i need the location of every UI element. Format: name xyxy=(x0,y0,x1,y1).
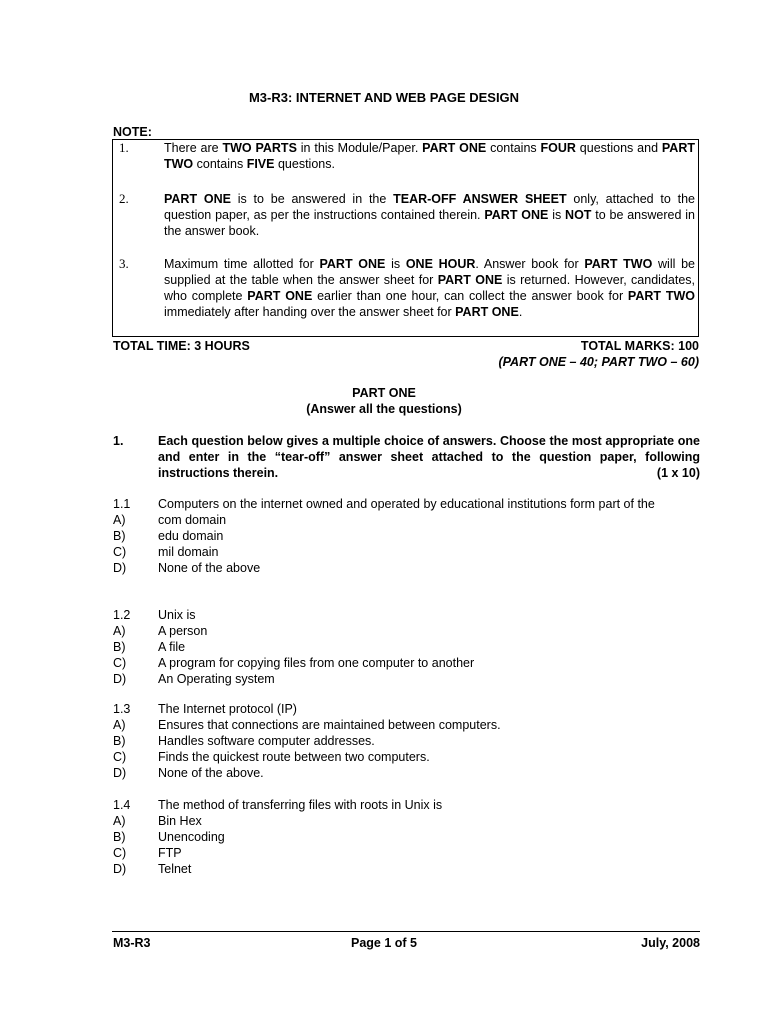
option-label: A) xyxy=(113,513,126,527)
note-text xyxy=(164,191,695,239)
body-text: to be answered in the answer book. xyxy=(164,208,695,238)
question-1-1 xyxy=(113,496,703,576)
body-text: is xyxy=(385,257,406,271)
question-text: Unix is xyxy=(158,608,196,622)
body-text: earlier than one hour, can collect the answer book for xyxy=(312,289,628,303)
question-stem xyxy=(113,797,703,813)
option-a xyxy=(113,623,703,639)
option-a xyxy=(113,512,703,528)
option-text: edu domain xyxy=(158,529,224,543)
question-text: Computers on the internet owned and operated by educational institutions form part of the xyxy=(158,497,655,511)
emphasis-text: PART ONE xyxy=(319,257,386,271)
emphasis-text: PART ONE xyxy=(484,208,549,222)
option-label: B) xyxy=(113,830,126,844)
emphasis-text: TEAR-OFF ANSWER SHEET xyxy=(393,192,567,206)
emphasis-text: NOT xyxy=(565,208,592,222)
body-text: is xyxy=(548,208,566,222)
option-label: C) xyxy=(113,846,127,860)
total-marks: TOTAL MARKS: 100 xyxy=(580,339,699,353)
emphasis-text: TWO PARTS xyxy=(222,141,297,155)
body-text: is to be answered in the xyxy=(230,192,394,206)
body-text: Maximum time allotted for xyxy=(164,257,320,271)
question-text: The method of transferring files with roots in Unix is xyxy=(158,798,443,812)
question-stem xyxy=(113,496,703,512)
option-text: An Operating system xyxy=(158,672,275,686)
option-c xyxy=(113,749,703,765)
option-c xyxy=(113,655,703,671)
option-b xyxy=(113,733,703,749)
footer-module-code: M3-R3 xyxy=(113,936,151,950)
option-label: A) xyxy=(113,718,126,732)
body-text: only, attached to the question paper, as per the instructions contained therein. xyxy=(164,192,695,222)
option-text: Finds the quickest route between two computers. xyxy=(158,750,430,764)
note-text xyxy=(164,256,695,320)
body-text: will be supplied at the table when the answer sheet for xyxy=(164,257,695,287)
option-text: Unencoding xyxy=(158,830,225,844)
question-1-2 xyxy=(113,607,703,687)
question-number: 1.1 xyxy=(113,497,131,511)
option-a xyxy=(113,813,703,829)
footer-page-number: Page 1 of 5 xyxy=(351,936,417,950)
option-label: C) xyxy=(113,656,127,670)
option-b xyxy=(113,528,703,544)
option-text: Bin Hex xyxy=(158,814,202,828)
option-label: B) xyxy=(113,529,126,543)
question-number: 1.4 xyxy=(113,798,131,812)
option-text: Handles software computer addresses. xyxy=(158,734,375,748)
option-c xyxy=(113,845,703,861)
body-text: contains xyxy=(193,157,247,171)
emphasis-text: PART ONE xyxy=(247,289,313,303)
option-d xyxy=(113,671,703,687)
emphasis-text: PART ONE xyxy=(437,273,503,287)
body-text: immediately after handing over the answer sheet for xyxy=(164,305,456,319)
total-time: TOTAL TIME: 3 HOURS xyxy=(113,339,250,353)
option-label: D) xyxy=(113,672,127,686)
body-text: . Answer book for xyxy=(475,257,585,271)
footer-divider xyxy=(112,931,700,932)
option-label: B) xyxy=(113,640,126,654)
question-1-3 xyxy=(113,701,703,781)
option-label: C) xyxy=(113,545,127,559)
body-text: questions and xyxy=(575,141,662,155)
part-subheading: (Answer all the questions) xyxy=(306,402,462,416)
option-d xyxy=(113,765,703,781)
option-text: com domain xyxy=(158,513,227,527)
option-label: C) xyxy=(113,750,127,764)
question-number: 1. xyxy=(113,434,124,448)
question-number: 1.2 xyxy=(113,608,131,622)
option-label: A) xyxy=(113,814,126,828)
option-a xyxy=(113,717,703,733)
note-text xyxy=(164,140,695,172)
option-text: None of the above. xyxy=(158,766,264,780)
body-text: in this Module/Paper. xyxy=(296,141,423,155)
part-heading: PART ONE xyxy=(352,386,416,400)
body-text: . xyxy=(518,305,523,319)
body-text: There are xyxy=(164,141,223,155)
option-b xyxy=(113,829,703,845)
emphasis-text: PART TWO xyxy=(164,141,695,171)
note-number: 3. xyxy=(119,256,129,271)
question-text: The Internet protocol (IP) xyxy=(158,702,297,716)
emphasis-text: ONE HOUR xyxy=(405,257,476,271)
emphasis-text: FIVE xyxy=(246,157,275,171)
body-text: questions. xyxy=(274,157,335,171)
marks-allocation: (1 x 10) xyxy=(656,466,700,480)
question-1-4 xyxy=(113,797,703,877)
question-stem xyxy=(113,607,703,623)
emphasis-text: PART ONE xyxy=(164,192,231,206)
paper-title: M3-R3: INTERNET AND WEB PAGE DESIGN xyxy=(248,90,520,105)
emphasis-text: PART TWO xyxy=(627,289,695,303)
note-box xyxy=(112,139,699,337)
option-label: D) xyxy=(113,561,127,575)
question-stem xyxy=(113,701,703,717)
option-text: Telnet xyxy=(158,862,192,876)
option-d xyxy=(113,861,703,877)
body-text: contains xyxy=(486,141,541,155)
option-text: None of the above xyxy=(158,561,261,575)
note-label: NOTE: xyxy=(113,125,152,139)
option-text: mil domain xyxy=(158,545,219,559)
option-text: A program for copying files from one computer to another xyxy=(158,656,475,670)
footer-date: July, 2008 xyxy=(641,936,700,950)
body-text: is returned. However, candidates, who complete xyxy=(164,273,695,303)
question-number: 1.3 xyxy=(113,702,131,716)
marks-split: (PART ONE – 40; PART TWO – 60) xyxy=(498,355,699,369)
option-text: A person xyxy=(158,624,208,638)
option-b xyxy=(113,639,703,655)
option-c xyxy=(113,544,703,560)
option-label: B) xyxy=(113,734,126,748)
note-number: 2. xyxy=(119,191,129,206)
emphasis-text: PART ONE xyxy=(455,305,519,319)
instruction-text: Each question below gives a multiple choice of answers. Choose the most appropriate one and enter in the “tear-off” answer sheet attached to the question paper, following instructions therein. xyxy=(158,434,700,480)
option-text: A file xyxy=(158,640,186,654)
emphasis-text: PART ONE xyxy=(422,141,487,155)
question-text xyxy=(158,433,700,481)
emphasis-text: FOUR xyxy=(540,141,576,155)
option-label: D) xyxy=(113,862,127,876)
option-label: D) xyxy=(113,766,127,780)
emphasis-text: PART TWO xyxy=(584,257,653,271)
option-text: FTP xyxy=(158,846,182,860)
note-number: 1. xyxy=(119,140,129,155)
option-text: Ensures that connections are maintained between computers. xyxy=(158,718,501,732)
option-label: A) xyxy=(113,624,126,638)
option-d xyxy=(113,560,703,576)
